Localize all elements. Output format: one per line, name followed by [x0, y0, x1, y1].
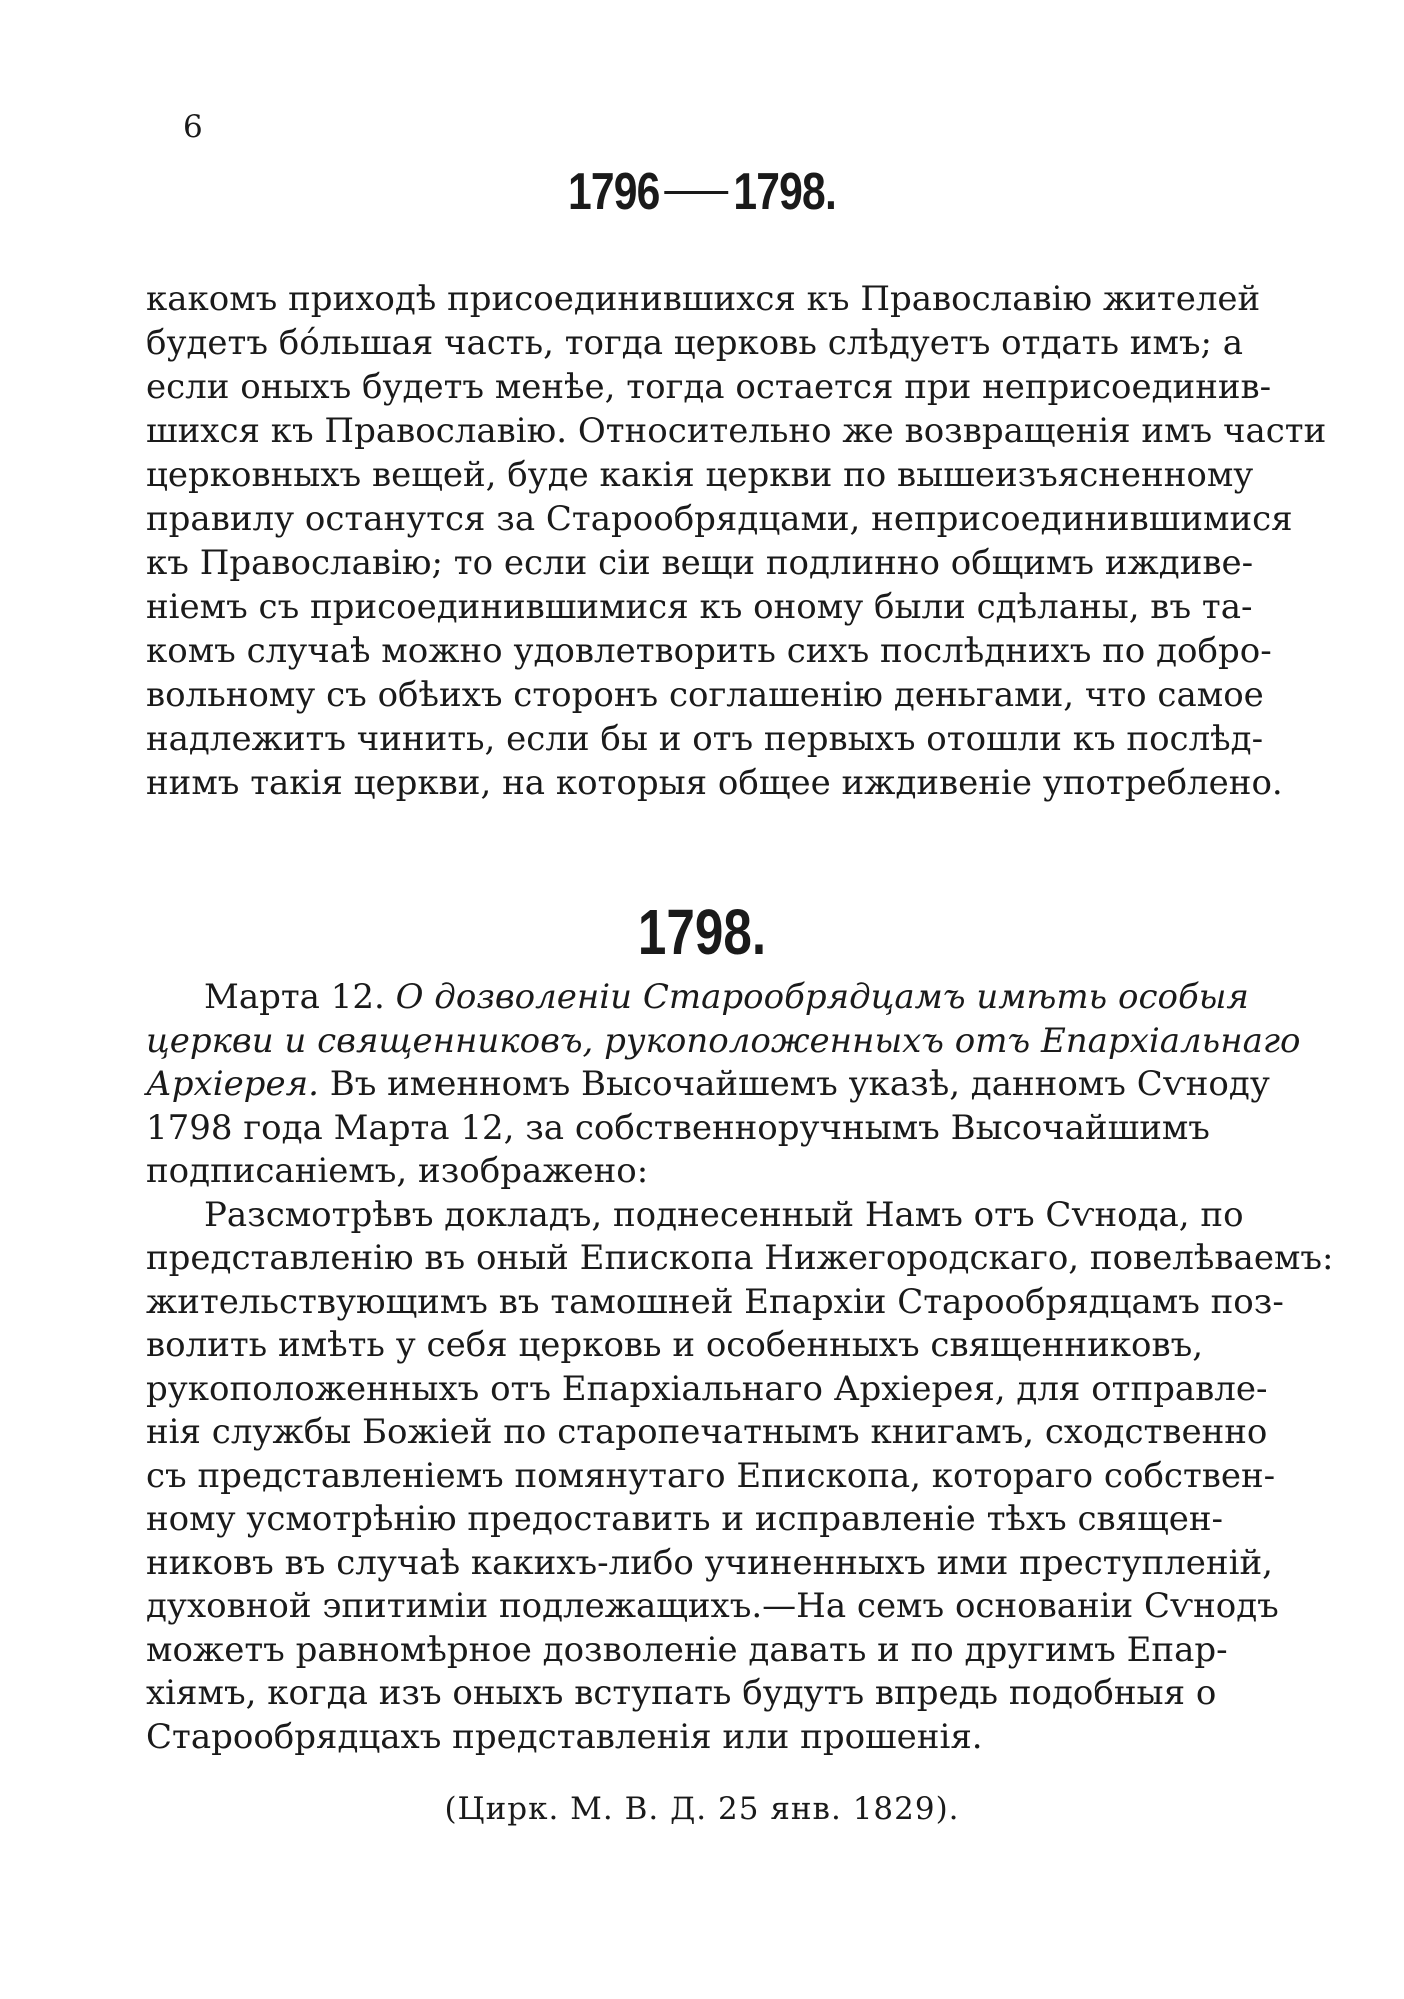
- entry-title: О дозволеніи Старообрядцамъ имѣть особыя: [395, 977, 1249, 1017]
- continued-paragraph: [146, 277, 1327, 805]
- decree-line: волить имѣть у себя церковь и особенныхъ священниковъ,: [146, 1325, 1204, 1365]
- text-line: шихся къ Православію. Относительно же возвращенія имъ части: [146, 411, 1327, 451]
- decree-line: нія службы Божіей по старопечатнымъ книгамъ, сходственно: [146, 1412, 1268, 1452]
- decree-line: ному усмотрѣнію предоставить и исправленіе тѣхъ священ-: [146, 1499, 1224, 1539]
- running-head-start-year: 1796: [567, 163, 660, 221]
- entry-date: Марта 12.: [204, 977, 385, 1017]
- page-number: 6: [183, 109, 203, 145]
- text-line: надлежитъ чинить, если бы и отъ первыхъ отошли къ послѣд-: [146, 719, 1264, 759]
- entry-title-end: Архіерея.: [146, 1064, 319, 1104]
- section-year-heading: 1798.: [637, 896, 767, 968]
- text-line: комъ случаѣ можно удовлетворить сихъ послѣднихъ по добро-: [146, 631, 1272, 671]
- decree-line: Разсмотрѣвъ докладъ, поднесенный Намъ отъ Сѵнода, по: [204, 1194, 1244, 1235]
- decree-line: съ представленіемъ помянутаго Епископа, котораго собствен-: [146, 1455, 1276, 1496]
- decree-line: духовной эпитиміи подлежащихъ.—На семъ основаніи Сѵнодъ: [146, 1586, 1279, 1626]
- text-line: какомъ приходѣ присоединившихся къ Православію жителей: [146, 279, 1261, 319]
- text-line: правилу останутся за Старообрядцами, неприсоединившимися: [146, 499, 1293, 539]
- source-citation: (Цирк. М. В. Д. 25 янв. 1829).: [444, 1791, 960, 1827]
- text-line: къ Православію; то если сіи вещи подлинно общимъ иждиве-: [146, 543, 1254, 583]
- text-line: 1798 года Марта 12, за собственноручнымъ Высочайшимъ: [146, 1107, 1210, 1148]
- running-head: [126, 162, 1277, 222]
- running-head-dash: [664, 191, 728, 194]
- text-line: нимъ такія церкви, на которыя общее иждивеніе употреблено.: [146, 763, 1283, 803]
- decree-line: хіямъ, когда изъ оныхъ вступать будутъ впредь подобныя о: [146, 1673, 1217, 1713]
- entry-heading-line: [146, 976, 1249, 1020]
- text-line: будетъ бо́льшая часть, тогда церковь слѣдуетъ отдать имъ; а: [146, 323, 1244, 363]
- text-line: церковныхъ вещей, буде какія церкви по вышеизъясненному: [146, 455, 1254, 495]
- text-line: ніемъ съ присоединившимися къ оному были сдѣланы, въ та-: [146, 587, 1253, 627]
- decree-line: представленію въ оный Епископа Нижегородскаго, повелѣваемъ:: [146, 1238, 1334, 1278]
- entry-paragraph: [146, 976, 1334, 1759]
- text-line: подписаніемъ, изображено:: [146, 1151, 649, 1191]
- entry-title-line: [146, 1063, 1270, 1107]
- decree-line: Старообрядцахъ представленія или прошенія.: [146, 1716, 983, 1757]
- entry-intro: Въ именномъ Высочайшемъ указѣ, данномъ Сѵноду: [329, 1064, 1270, 1104]
- running-head-end-year: 1798.: [733, 163, 836, 221]
- decree-line: никовъ въ случаѣ какихъ-либо учиненныхъ ими преступленій,: [146, 1542, 1273, 1583]
- decree-line: жительствующимъ въ тамошней Епархіи Старообрядцамъ поз-: [146, 1281, 1284, 1322]
- decree-line: рукоположенныхъ отъ Епархіальнаго Архіерея, для отправле-: [146, 1368, 1268, 1409]
- decree-line: можетъ равномѣрное дозволеніе давать и по другимъ Епар-: [146, 1629, 1228, 1670]
- entry-title-line: церкви и священниковъ, рукоположенныхъ отъ Епархіальнаго: [146, 1020, 1301, 1061]
- text-line: если оныхъ будетъ менѣе, тогда остается при неприсоединив-: [146, 367, 1272, 407]
- text-line: вольному съ обѣихъ сторонъ соглашенію деньгами, что самое: [146, 675, 1264, 715]
